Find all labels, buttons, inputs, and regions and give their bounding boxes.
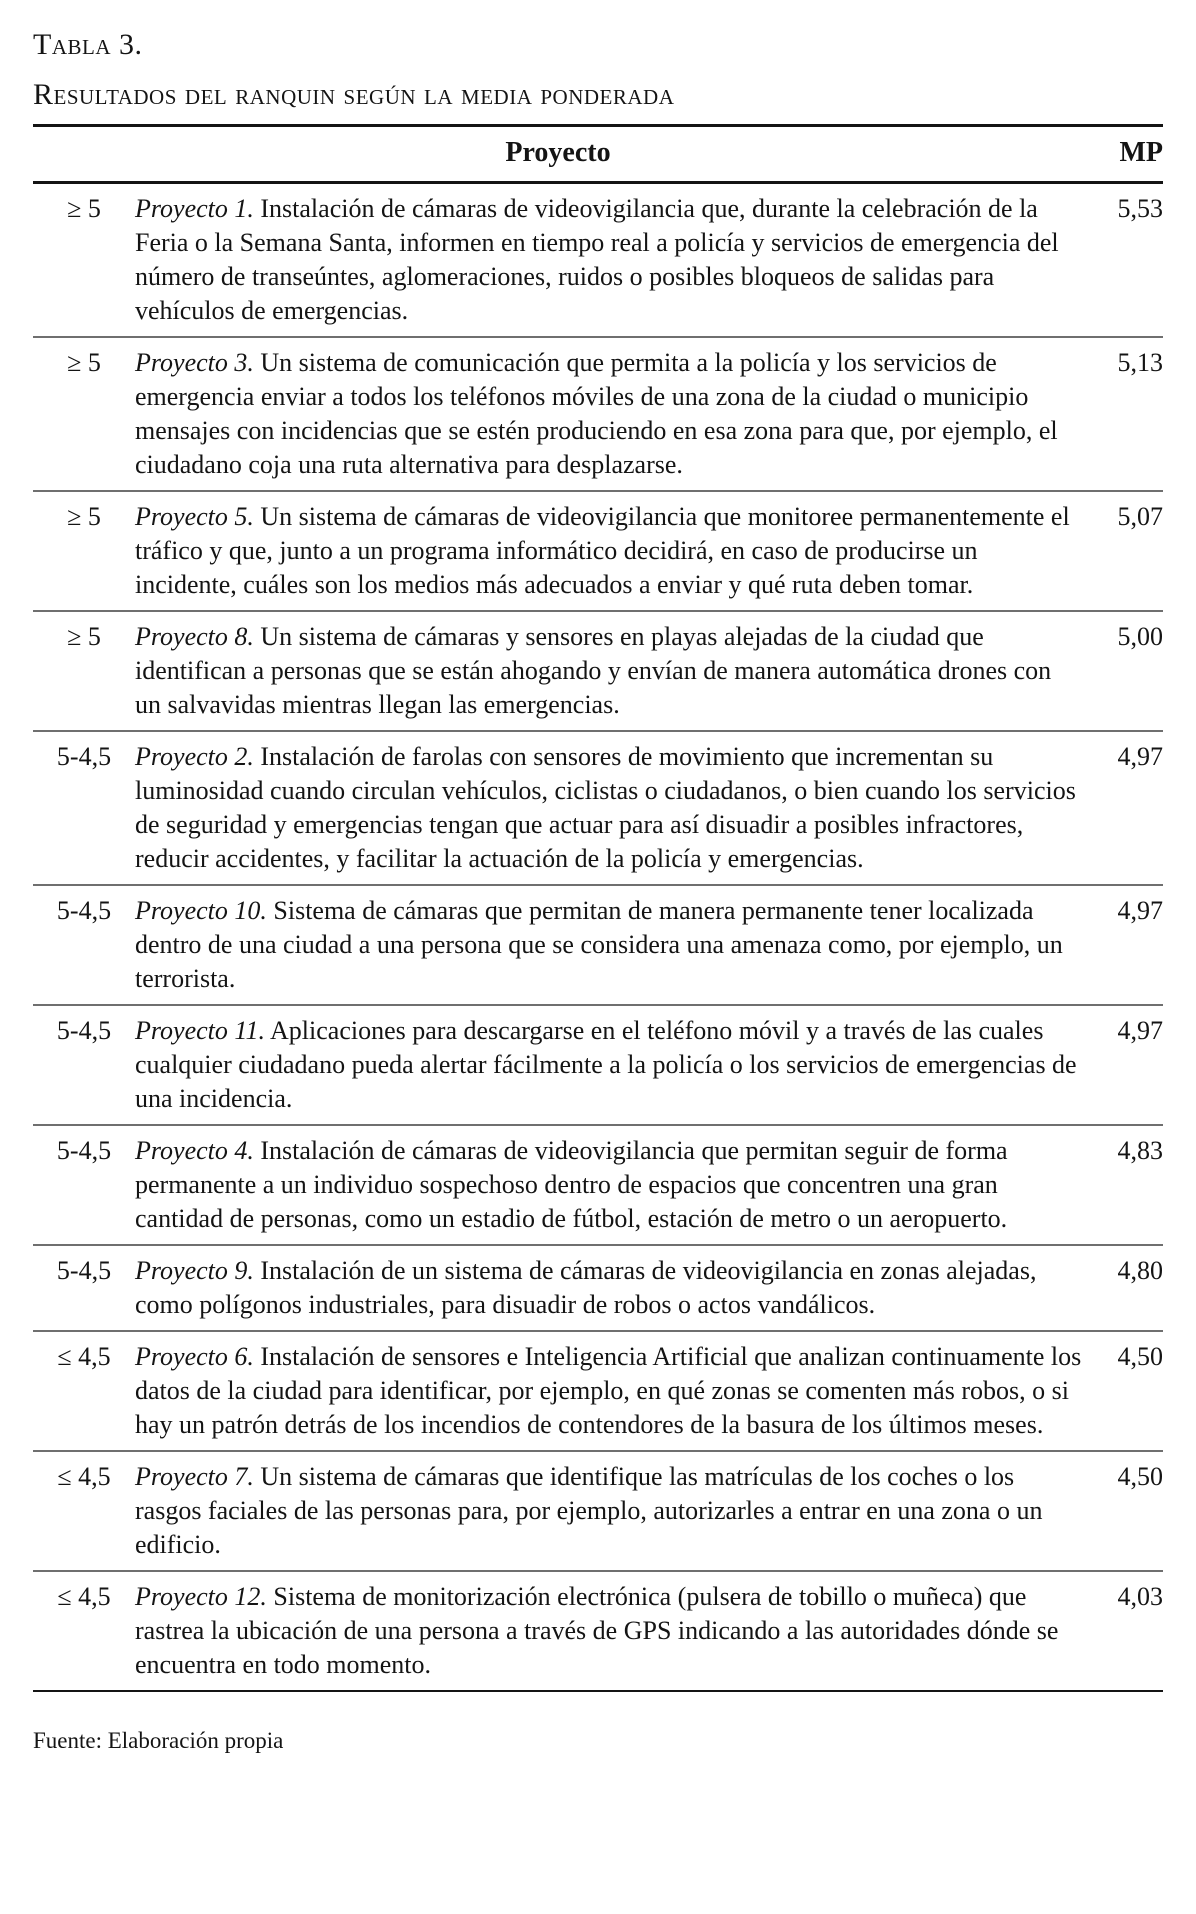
range-cell: 5-4,5 bbox=[33, 1005, 135, 1125]
table-row bbox=[33, 491, 1163, 611]
project-description: Instalación de cámaras de videovigilancia que, durante la celebración de la Feria o la Semana Santa, informen en tiempo real a policía y servicios de emergencia del número de transeúntes, aglomeraciones, ruidos o posibles bloqueos de salidas para vehículos de emergencias. bbox=[135, 194, 1059, 325]
column-header-proyecto: Proyecto bbox=[33, 126, 1083, 183]
project-description: Un sistema de cámaras de videovigilancia que monitoree permanentemente el tráfico y que, junto a un programa informático decidirá, en caso de producirse un incidente, cuáles son los medios más adecuados a enviar y qué ruta deben tomar. bbox=[135, 502, 1070, 599]
mp-cell: 4,97 bbox=[1083, 885, 1163, 1005]
ranking-table bbox=[33, 124, 1163, 1692]
table-row bbox=[33, 731, 1163, 885]
project-description: Un sistema de cámaras que identifique las matrículas de los coches o los rasgos faciales de las personas para, por ejemplo, autorizarles a entrar en una zona o un edificio. bbox=[135, 1462, 1043, 1559]
project-description: Instalación de sensores e Inteligencia Artificial que analizan continuamente los datos de la ciudad para identificar, por ejemplo, en qué zonas se comenten más robos, o si hay un patrón detrás de los incendios de contendores de la basura de los últimos meses. bbox=[135, 1342, 1082, 1439]
table-row bbox=[33, 183, 1163, 338]
project-description: Un sistema de comunicación que permita a la policía y los servicios de emergencia enviar a todos los teléfonos móviles de una zona de la ciudad o municipio mensajes con incidencias que se estén produciendo en esa zona para que, por ejemplo, el ciudadano coja una ruta alternativa para desplazarse. bbox=[135, 348, 1058, 479]
mp-cell: 5,53 bbox=[1117, 194, 1163, 223]
project-label: Proyecto 5. bbox=[135, 502, 254, 531]
project-description: Un sistema de cámaras y sensores en playas alejadas de la ciudad que identifican a personas que se están ahogando y envían de manera automática drones con un salvavidas mientras llegan las emergencias. bbox=[135, 622, 1052, 719]
range-cell: ≤ 4,5 bbox=[33, 1451, 135, 1571]
project-cell bbox=[135, 1245, 1083, 1331]
column-header-mp: MP bbox=[1083, 126, 1163, 183]
project-cell bbox=[135, 337, 1083, 491]
project-description: Instalación de farolas con sensores de movimiento que incrementan su luminosidad cuando circulan vehículos, ciclistas o ciudadanos, o bien cuando los servicios de seguridad y emergencias tengan que actuar para así disuadir a posibles infractores, reducir accidentes, y facilitar la actuación de la policía y emergencias. bbox=[135, 742, 1076, 873]
mp-cell: 5,07 bbox=[1083, 491, 1163, 611]
project-cell bbox=[135, 183, 1083, 338]
table-header bbox=[33, 126, 1163, 183]
table-row bbox=[33, 1331, 1163, 1451]
project-cell bbox=[135, 731, 1083, 885]
project-description: Instalación de cámaras de videovigilancia que permitan seguir de forma permanente a un individuo sospechoso dentro de espacios que concentren una gran cantidad de personas, como un estadio de fútbol, estación de metro o un aeropuerto. bbox=[135, 1136, 1008, 1233]
range-cell: 5-4,5 bbox=[33, 885, 135, 1005]
project-label: Proyecto 1. bbox=[135, 194, 254, 223]
table-row bbox=[33, 1571, 1163, 1691]
project-cell bbox=[135, 885, 1083, 1005]
table-row bbox=[33, 1245, 1163, 1331]
range-cell: ≥ 5 bbox=[33, 337, 135, 491]
range-cell: ≥ 5 bbox=[33, 611, 135, 731]
source-note: Fuente: Elaboración propia bbox=[33, 1728, 284, 1753]
mp-cell: 5,00 bbox=[1083, 611, 1163, 731]
project-label: Proyecto 11. bbox=[135, 1016, 265, 1045]
project-description: Aplicaciones para descargarse en el teléfono móvil y a través de las cuales cualquier ciudadano pueda alertar fácilmente a la policía o los servicios de emergencias de una incidencia. bbox=[135, 1016, 1077, 1113]
mp-cell: 4,83 bbox=[1083, 1125, 1163, 1245]
header-row bbox=[33, 126, 1163, 183]
project-label: Proyecto 10. bbox=[135, 896, 267, 925]
range-cell: 5-4,5 bbox=[33, 1125, 135, 1245]
table-row bbox=[33, 337, 1163, 491]
project-cell bbox=[135, 611, 1083, 731]
project-label: Proyecto 8. bbox=[135, 622, 254, 651]
range-cell: 5-4,5 bbox=[33, 1245, 135, 1331]
project-cell bbox=[135, 1005, 1083, 1125]
mp-cell: 4,97 bbox=[1083, 731, 1163, 885]
table-title: Resultados del ranquin según la media ponderada bbox=[33, 78, 675, 111]
range-cell: 5-4,5 bbox=[33, 731, 135, 885]
mp-cell: 4,80 bbox=[1083, 1245, 1163, 1331]
table-number: Tabla 3. bbox=[33, 28, 143, 61]
project-label: Proyecto 12. bbox=[135, 1582, 267, 1611]
table-row bbox=[33, 1451, 1163, 1571]
project-description: Sistema de cámaras que permitan de manera permanente tener localizada dentro de una ciudad a una persona que se considera una amenaza como, por ejemplo, un terrorista. bbox=[135, 896, 1063, 993]
project-label: Proyecto 6. bbox=[135, 1342, 254, 1371]
project-cell bbox=[135, 491, 1083, 611]
project-cell bbox=[135, 1571, 1083, 1691]
table-body bbox=[33, 183, 1163, 1692]
range-cell: ≤ 4,5 bbox=[33, 1571, 135, 1691]
project-label: Proyecto 7. bbox=[135, 1462, 254, 1491]
table-row bbox=[33, 1005, 1163, 1125]
project-description: Sistema de monitorización electrónica (pulsera de tobillo o muñeca) que rastrea la ubicación de una persona a través de GPS indicando a las autoridades dónde se encuentra en todo momento. bbox=[135, 1582, 1059, 1679]
project-cell bbox=[135, 1451, 1083, 1571]
project-label: Proyecto 3. bbox=[135, 348, 254, 377]
mp-cell: 4,03 bbox=[1083, 1571, 1163, 1691]
project-cell bbox=[135, 1331, 1083, 1451]
project-cell bbox=[135, 1125, 1083, 1245]
project-label: Proyecto 4. bbox=[135, 1136, 254, 1165]
mp-cell: 4,50 bbox=[1083, 1451, 1163, 1571]
table-row bbox=[33, 611, 1163, 731]
mp-cell: 4,97 bbox=[1083, 1005, 1163, 1125]
range-cell: ≤ 4,5 bbox=[33, 1331, 135, 1451]
range-cell: ≥ 5 bbox=[33, 491, 135, 611]
table-row bbox=[33, 1125, 1163, 1245]
project-label: Proyecto 9. bbox=[135, 1256, 254, 1285]
table-row bbox=[33, 885, 1163, 1005]
range-cell: ≥ 5 bbox=[67, 194, 101, 223]
project-description: Instalación de un sistema de cámaras de videovigilancia en zonas alejadas, como polígonos industriales, para disuadir de robos o actos vandálicos. bbox=[135, 1256, 1037, 1319]
mp-cell: 5,13 bbox=[1083, 337, 1163, 491]
project-label: Proyecto 2. bbox=[135, 742, 254, 771]
mp-cell: 4,50 bbox=[1083, 1331, 1163, 1451]
